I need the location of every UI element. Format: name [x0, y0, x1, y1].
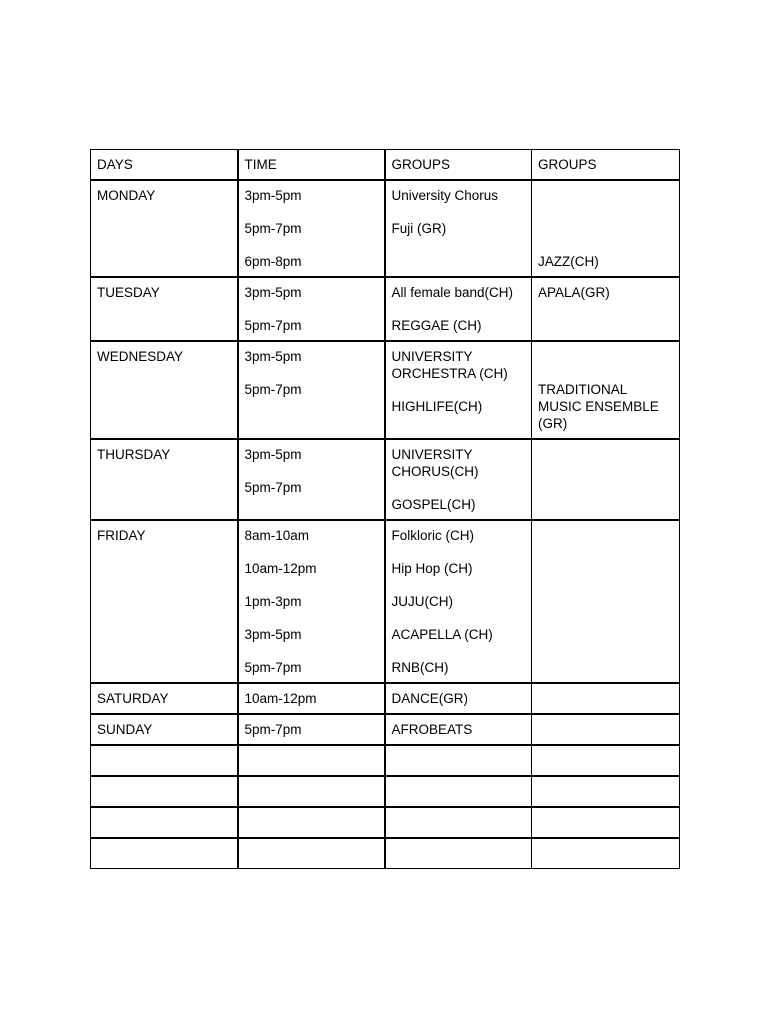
- group-name: [538, 560, 673, 577]
- empty-cell: [385, 807, 532, 838]
- time-cell: [238, 180, 385, 277]
- group-name: [538, 348, 673, 365]
- groups-cell-2: [532, 180, 680, 277]
- time-slot: 6pm-8pm: [244, 254, 302, 269]
- time-slot: 10am-12pm: [244, 561, 317, 576]
- header-row: [91, 150, 680, 181]
- day-cell: MONDAY: [91, 180, 238, 277]
- time-slot: 10am-12pm: [244, 691, 317, 706]
- groups-cell: [385, 714, 532, 745]
- time-slot: 3pm-5pm: [244, 627, 302, 642]
- groups-cell: [385, 683, 532, 714]
- time-slot: 5pm-7pm: [244, 382, 302, 397]
- empty-cell: [238, 838, 385, 869]
- group-name: ACAPELLA (CH): [391, 627, 493, 642]
- empty-cell: [532, 745, 680, 776]
- empty-row: [91, 838, 680, 869]
- group-name: [538, 721, 673, 738]
- groups-cell: [385, 520, 532, 683]
- groups-cell-2: [532, 520, 680, 683]
- empty-cell: [91, 807, 238, 838]
- empty-row: [91, 776, 680, 807]
- time-slot: 3pm-5pm: [244, 285, 302, 300]
- day-cell: FRIDAY: [91, 520, 238, 683]
- group-name: [538, 446, 673, 463]
- groups-cell-2: [532, 683, 680, 714]
- groups-cell-2: [532, 341, 680, 439]
- schedule-row-4: [91, 520, 680, 683]
- empty-cell: [91, 838, 238, 869]
- time-cell: [238, 439, 385, 520]
- group-name: [538, 479, 673, 496]
- group-name: JAZZ(CH): [538, 254, 599, 269]
- groups-cell: [385, 180, 532, 277]
- time-cell: [238, 683, 385, 714]
- time-slot: 8am-10am: [244, 528, 310, 543]
- empty-row: [91, 807, 680, 838]
- empty-cell: [385, 776, 532, 807]
- group-name: [538, 187, 673, 204]
- group-name: RNB(CH): [391, 660, 449, 675]
- groups-cell: [385, 277, 532, 341]
- schedule-row-2: [91, 341, 680, 439]
- time-slot: 5pm-7pm: [244, 318, 302, 333]
- empty-cell: [532, 776, 680, 807]
- time-slot: 3pm-5pm: [244, 349, 302, 364]
- group-name: [538, 593, 673, 610]
- group-name: GOSPEL(CH): [391, 497, 476, 512]
- group-name: TRADITIONAL MUSIC ENSEMBLE (GR): [538, 382, 659, 431]
- group-name: University Chorus: [391, 188, 499, 203]
- time-slot: 5pm-7pm: [244, 722, 302, 737]
- empty-cell: [532, 807, 680, 838]
- empty-cell: [91, 776, 238, 807]
- group-name: JUJU(CH): [391, 594, 453, 609]
- group-name: [538, 690, 673, 707]
- group-name: [538, 317, 673, 334]
- schedule-row-6: [91, 714, 680, 745]
- groups-cell: [385, 439, 532, 520]
- groups-cell: [385, 341, 532, 439]
- groups-cell-2: [532, 439, 680, 520]
- group-name: [538, 220, 673, 237]
- group-name: [538, 626, 673, 643]
- header-groups-2: GROUPS: [532, 150, 680, 181]
- empty-cell: [238, 776, 385, 807]
- schedule-row-1: [91, 277, 680, 341]
- group-name: [538, 527, 673, 544]
- empty-cell: [385, 745, 532, 776]
- group-name: All female band(CH): [391, 285, 514, 300]
- day-cell: WEDNESDAY: [91, 341, 238, 439]
- empty-cell: [532, 838, 680, 869]
- header-days: DAYS: [91, 150, 238, 181]
- header-groups: GROUPS: [385, 150, 532, 181]
- time-cell: [238, 277, 385, 341]
- empty-cell: [91, 745, 238, 776]
- groups-cell-2: [532, 277, 680, 341]
- time-slot: 5pm-7pm: [244, 221, 302, 236]
- time-slot: 3pm-5pm: [244, 447, 302, 462]
- group-name: UNIVERSITY ORCHESTRA (CH): [391, 349, 508, 381]
- group-name: APALA(GR): [538, 285, 610, 300]
- day-cell: TUESDAY: [91, 277, 238, 341]
- group-name: HIGHLIFE(CH): [391, 399, 483, 414]
- time-cell: [238, 341, 385, 439]
- empty-row: [91, 745, 680, 776]
- group-name: DANCE(GR): [391, 691, 468, 706]
- group-name: Hip Hop (CH): [391, 561, 473, 576]
- group-name: [538, 659, 673, 676]
- group-name: Folkloric (CH): [391, 528, 474, 543]
- group-name: Fuji (GR): [391, 221, 447, 236]
- day-cell: SUNDAY: [91, 714, 238, 745]
- schedule-table: [90, 149, 680, 869]
- time-slot: 5pm-7pm: [244, 480, 302, 495]
- header-time: TIME: [238, 150, 385, 181]
- schedule-table-body: [91, 150, 680, 869]
- group-name: AFROBEATS: [391, 722, 473, 737]
- group-name: UNIVERSITY CHORUS(CH): [391, 447, 479, 479]
- schedule-row-5: [91, 683, 680, 714]
- schedule-row-3: [91, 439, 680, 520]
- empty-cell: [238, 807, 385, 838]
- time-slot: 3pm-5pm: [244, 188, 302, 203]
- time-cell: [238, 714, 385, 745]
- time-slot: 1pm-3pm: [244, 594, 302, 609]
- day-cell: THURSDAY: [91, 439, 238, 520]
- groups-cell-2: [532, 714, 680, 745]
- group-name: [392, 253, 526, 270]
- time-cell: [238, 520, 385, 683]
- empty-cell: [238, 745, 385, 776]
- group-name: REGGAE (CH): [391, 318, 482, 333]
- day-cell: SATURDAY: [91, 683, 238, 714]
- schedule-row-0: [91, 180, 680, 277]
- empty-cell: [385, 838, 532, 869]
- time-slot: 5pm-7pm: [244, 660, 302, 675]
